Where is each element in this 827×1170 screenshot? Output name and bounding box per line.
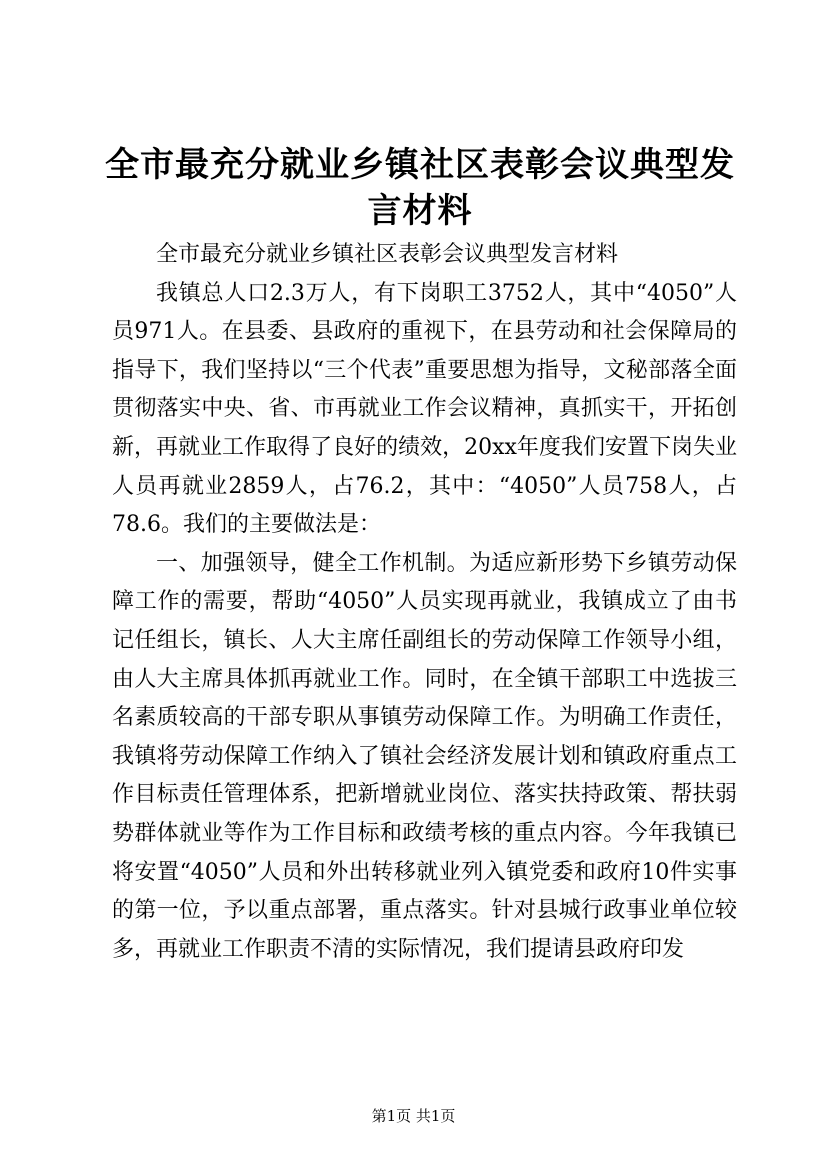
paragraph-overview: 我镇总人口2.3万人，有下岗职工3752人，其中“4050”人员971人。在县委、县政府的重视下，在县劳动和社会保障局的指导下，我们坚持以“三个代表”重要思想为指导，文秘部落全面贯彻落实中央、省、市再就业工作会议精神，真抓实干，开拓创新，再就业工作取得了良好的绩效，20xx年度我们安置下岗失业人员再就业2859人，占76.2，其中：“4050”人员758人，占78.6。我们的主要做法是： <box>112 280 737 538</box>
document-title: 全市最充分就业乡镇社区表彰会议典型发言材料 <box>105 145 735 231</box>
document-body <box>112 236 737 969</box>
paragraph-subtitle: 全市最充分就业乡镇社区表彰会议典型发言材料 <box>156 242 619 267</box>
paragraph-section-one: 一、加强领导，健全工作机制。为适应新形势下乡镇劳动保障工作的需要，帮助“4050”人员实现再就业，我镇成立了由书记任组长，镇长、人大主席任副组长的劳动保障工作领导小组，由人大主席具体抓再就业工作。同时，在全镇干部职工中选拔三名素质较高的干部专职从事镇劳动保障工作。为明确工作责任，我镇将劳动保障工作纳入了镇社会经济发展计划和镇政府重点工作目标责任管理体系，把新增就业岗位、落实扶持政策、帮扶弱势群体就业等作为工作目标和政绩考核的重点内容。今年我镇已将安置“4050”人员和外出转移就业列入镇党委和政府10件实事的第一位，予以重点部署，重点落实。针对县城行政事业单位较多，再就业工作职责不清的实际情况，我们提请县政府印发 <box>112 550 737 962</box>
page-footer: 第1页 共1页 <box>371 1107 456 1125</box>
